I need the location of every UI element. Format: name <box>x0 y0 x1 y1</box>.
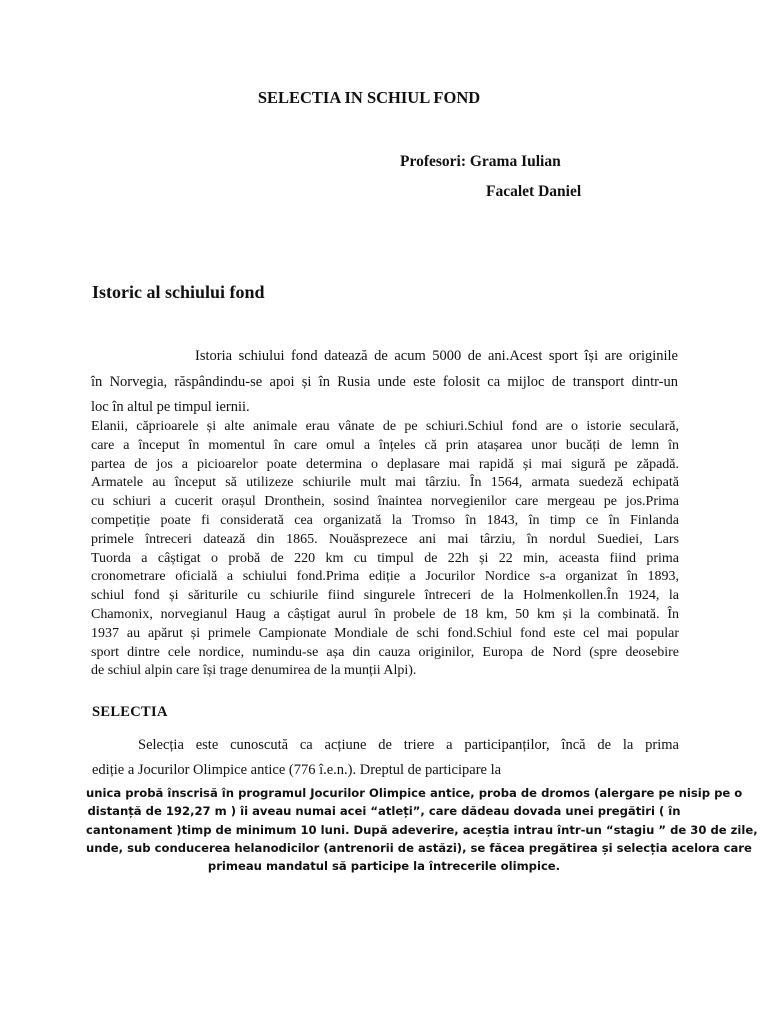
text-line: partea de jos a picioarelor poate determina o deplasare mai rapidă și mai sigură pe zăpadă. <box>91 456 679 472</box>
text-line: 1937 au apărut și primele Campionate Mondiale de schi fond.Schiul fond este cel mai popular <box>91 625 679 641</box>
text-line: de schiul alpin care își trage denumirea de la munții Alpi). <box>91 663 417 679</box>
selection-heading: SELECTIA <box>92 704 168 720</box>
text-line: ediție a Jocurilor Olimpice antice (776 î.e.n.). Dreptul de participare la <box>92 762 502 778</box>
text-line: Chamonix, norvegianul Haug a câștigat aurul în probele de 18 km, 50 km și la combinată. În <box>91 606 679 622</box>
selection-paragraph-2 <box>86 784 758 875</box>
text-line: primele întreceri datează din 1865. Nouăsprezece ani mai târziu, în nordul Suediei, Lars <box>91 531 679 547</box>
text-line: distanță de 192,27 m ) îi aveau numai acei “atleți”, care dădeau dovada unei pregătiri ( în <box>87 804 681 819</box>
text-line: care a început în momentul în care omul a înțeles că prin atașarea unor bucăți de lemn în <box>91 437 679 453</box>
text-line: Tuorda a câștigat o probă de 220 km cu timpul de 22h și 22 min, aceasta fiind prima <box>91 550 679 566</box>
text-line: loc în altul pe timpul iernii. <box>91 399 250 415</box>
second-professor: Facalet Daniel <box>486 183 582 200</box>
text-line: cu schiuri a cucerit orașul Dronthein, sosind înaintea norvegienilor care mergeau pe jos.Prima <box>91 494 679 510</box>
text-line: schiul fond și săriturile cu schiurile fiind singurele întreceri de la Holmenkollen.În 1924, la <box>91 588 679 604</box>
history-paragraph-2 <box>91 418 679 681</box>
history-paragraph-1 <box>91 344 678 421</box>
text-line: Armatele au început să utilizeze schiurile mult mai târziu. În 1564, armata suedeză echipată <box>91 475 679 491</box>
text-line: unde, sub conducerea helanodicilor (antrenorii de astăzi), se făcea pregătirea și selecția acelora care <box>86 840 752 855</box>
text-line: Elanii, căprioarele și alte animale erau vânate de pe schiuri.Schiul fond are o istorie seculară, <box>91 419 679 434</box>
text-line: unica probă înscrisă în programul Jocurilor Olimpice antice, proba de dromos (alergare pe nisip pe o <box>86 786 743 800</box>
history-heading: Istoric al schiului fond <box>92 282 265 302</box>
text-line: primeau mandatul să participe la întrecerile olimpice. <box>207 859 561 874</box>
text-line: sport dintre cele nordice, numindu-se așa din cauza originilor, Europa de Nord (spre deosebire <box>91 644 679 660</box>
text-line: cantonament )timp de minimum 10 luni. După adeverire, aceștia intrau într-un “stagiu ” de 30 de zile, <box>86 822 758 837</box>
selection-paragraph-1 <box>92 733 679 783</box>
text-line: cronometrare oficială a schiului fond.Prima ediție a Jocurilor Nordice s-a organizat în 1893, <box>91 569 679 585</box>
document-title: SELECTIA IN SCHIUL FOND <box>257 88 481 107</box>
text-line: Selecția este cunoscută ca acțiune de triere a participanților, încă de la prima <box>138 737 679 753</box>
text-line: în Norvegia, răspândindu-se apoi și în Rusia unde este folosit ca mijloc de transport dintr-un <box>91 373 678 390</box>
text-line: Istoria schiului fond datează de acum 5000 de ani.Acest sport își are originile <box>195 348 678 364</box>
professors-line: Profesori: Grama Iulian <box>400 153 561 170</box>
text-line: competiție poate fi considerată cea organizată la Tromso în 1843, în timp ce în Finlanda <box>91 512 679 528</box>
